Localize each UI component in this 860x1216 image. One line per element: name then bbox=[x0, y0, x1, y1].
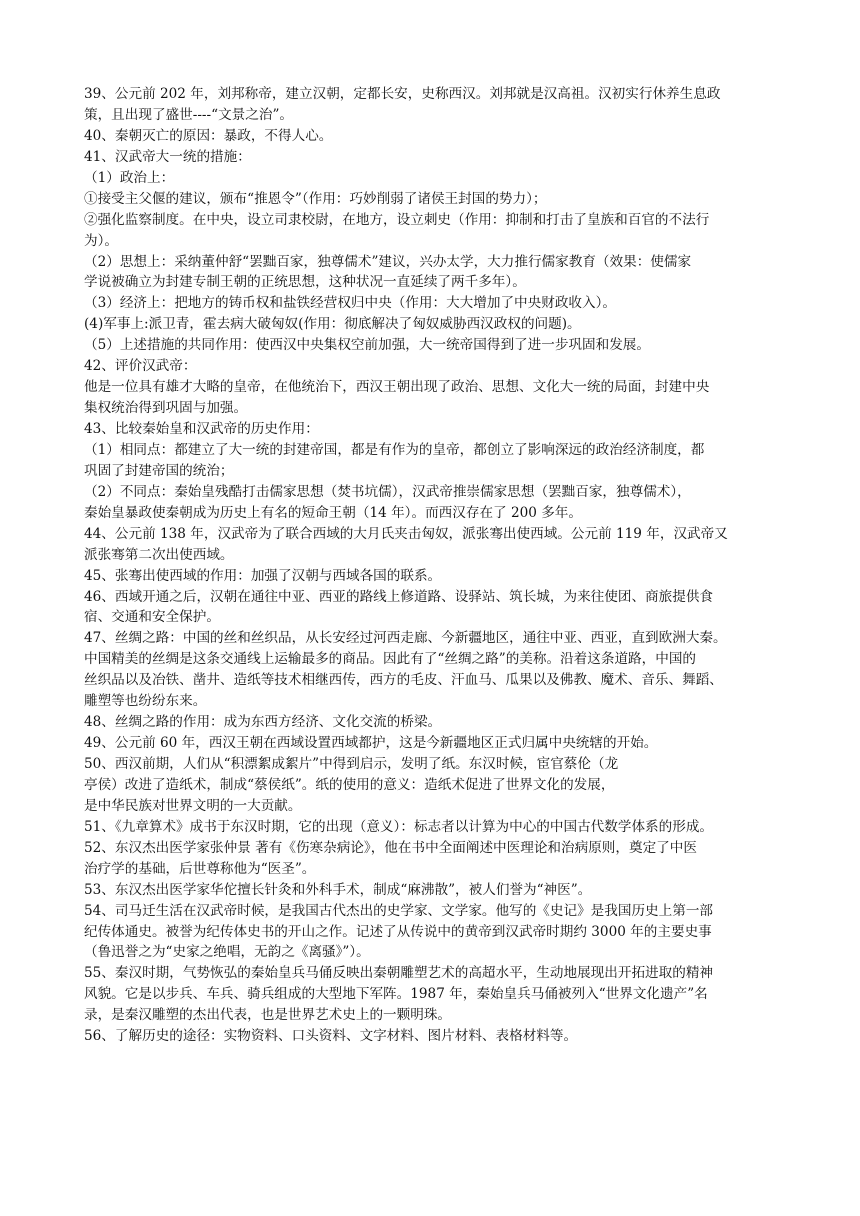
text-line: 48、丝绸之路的作用：成为东西方经济、文化交流的桥梁。 bbox=[84, 714, 442, 731]
text-line: 治疗学的基础，后世尊称他为“医圣”。 bbox=[84, 860, 316, 877]
text-line: 中国精美的丝绸是这条交通线上运输最多的商品。因此有了“丝绸之路”的美称。沿着这条道路，中国的 bbox=[84, 651, 697, 668]
text-line: （2）思想上：采纳董仲舒“罢黜百家，独尊儒术”建议，兴办太学，大力推行儒家教育（效果：使儒家 bbox=[84, 253, 692, 270]
text-line: 53、东汉杰出医学家华佗擅长针灸和外科手术，制成“麻沸散”，被人们誉为“神医”。 bbox=[84, 881, 592, 898]
text-line: 策，且出现了盛世----“文景之治”。 bbox=[84, 106, 293, 123]
text-line: ②强化监察制度。在中央，设立司隶校尉，在地方，设立刺史（作用：抑制和打击了皇族和百官的不法行 bbox=[84, 211, 710, 228]
text-line: 56、了解历史的途径：实物资料、口头资料、文字材料、图片材料、表格材料等。 bbox=[84, 1028, 578, 1045]
text-line: 44、公元前 138 年，汉武帝为了联合西域的大月氏夹击匈奴，派张骞出使西域。公元前 119 年，汉武帝又 bbox=[84, 525, 728, 542]
text-line: （3）经济上：把地方的铸币权和盐铁经营权归中央（作用：大大增加了中央财政收入）。 bbox=[84, 295, 617, 312]
text-line: 风貌。它是以步兵、车兵、骑兵组成的大型地下军阵。1987 年，秦始皇兵马俑被列入“世界文化遗产”名 bbox=[84, 986, 708, 1003]
text-line: （鲁迅誉之为“史家之绝唱，无韵之《离骚》”）。 bbox=[84, 944, 370, 961]
text-line: 51、《九章算术》成书于东汉时期，它的出现（意义）：标志者以计算为中心的中国古代数学体系的形成。 bbox=[84, 818, 714, 835]
document-body bbox=[84, 84, 814, 1047]
text-line: 50、西汉前期，人们从“积漂絮成絮片”中得到启示，发明了纸。东汉时候，宦官蔡伦（龙 bbox=[84, 756, 619, 772]
text-line: ①接受主父偃的建议，颁布“推恩令”（作用：巧妙削弱了诸侯王封国的势力）； bbox=[84, 190, 547, 207]
text-line: （1）相同点：都建立了大一统的封建帝国，都是有作为的皇帝，都创立了影响深远的政治经济制度，都 bbox=[84, 441, 705, 458]
text-line: 秦始皇暴政使秦朝成为历史上有名的短命王朝（14 年）。而西汉存在了 200 多年。 bbox=[84, 504, 582, 521]
text-line: 54、司马迁生活在汉武帝时候，是我国古代杰出的史学家、文学家。他写的《史记》是我国历史上第一部 bbox=[84, 902, 714, 919]
text-line: （2）不同点：秦始皇残酷打击儒家思想（焚书坑儒），汉武帝推崇儒家思想（罢黜百家，独尊儒术）， bbox=[84, 483, 691, 500]
text-line: 52、东汉杰出医学家张仲景 著有《伤寒杂病论》，他在书中全面阐述中医理论和治病原则，奠定了中医 bbox=[84, 839, 697, 856]
text-line: 宿、交通和安全保护。 bbox=[84, 609, 220, 626]
text-line: 是中华民族对世界文明的一大贡献。 bbox=[84, 797, 302, 814]
text-line: 为）。 bbox=[84, 232, 118, 249]
text-line: (4)军事上:派卫青，霍去病大破匈奴(作用：彻底解决了匈奴威胁西汉政权的问题)。 bbox=[84, 316, 581, 333]
text-line: 41、汉武帝大一统的措施： bbox=[84, 148, 251, 165]
text-line: 46、西域开通之后，汉朝在通往中亚、西亚的路线上修道路、设驿站、筑长城，为来往使团、商旅提供食 bbox=[84, 588, 714, 605]
text-line: 学说被确立为封建专制王朝的正统思想，这种状况一直延续了两千多年）。 bbox=[84, 274, 526, 291]
text-line: 丝织品以及冶铁、凿井、造纸等技术相继西传，西方的毛皮、汗血马、瓜果以及佛教、魔术、音乐、舞蹈、 bbox=[84, 672, 723, 689]
text-line: 亭侯）改进了造纸术，制成“蔡侯纸”。纸的使用的意义：造纸术促进了世界文化的发展， bbox=[84, 776, 615, 793]
text-line: 录，是秦汉雕塑的杰出代表，也是世界艺术史上的一颗明珠。 bbox=[84, 1007, 452, 1024]
text-line: 49、公元前 60 年，西汉王朝在西域设置西域都护，这是今新疆地区正式归属中央统辖的开始。 bbox=[84, 735, 658, 752]
text-line: 巩固了封建帝国的统治； bbox=[84, 462, 234, 479]
text-line: 45、张骞出使西域的作用：加强了汉朝与西域各国的联系。 bbox=[84, 567, 442, 584]
text-line: 43、比较秦始皇和汉武帝的历史作用： bbox=[84, 421, 319, 437]
text-line: 40、秦朝灭亡的原因：暴政，不得人心。 bbox=[84, 127, 333, 144]
text-line: 42、评价汉武帝： bbox=[84, 358, 197, 375]
text-line: 集权统治得到巩固与加强。 bbox=[84, 400, 248, 417]
text-line: （5）上述措施的共同作用：使西汉中央集权空前加强，大一统帝国得到了进一步巩固和发展。 bbox=[84, 337, 650, 354]
text-line: 他是一位具有雄才大略的皇帝，在他统治下，西汉王朝出现了政治、思想、文化大一统的局面，封建中央 bbox=[84, 379, 710, 396]
text-line: （1）政治上： bbox=[84, 169, 175, 186]
text-line: 55、秦汉时期，气势恢弘的秦始皇兵马俑反映出秦朝雕塑艺术的高超水平，生动地展现出开拓进取的精神 bbox=[84, 965, 714, 982]
text-line: 47、丝绸之路：中国的丝和丝织品，从长安经过河西走廊、今新疆地区，通往中亚、西亚，直到欧洲大秦。 bbox=[84, 630, 727, 647]
text-line: 纪传体通史。被誉为纪传体史书的开山之作。记述了从传说中的黄帝到汉武帝时期约 3000 年的主要史事 bbox=[84, 923, 712, 940]
text-line: 39、公元前 202 年，刘邦称帝，建立汉朝，定都长安，史称西汉。刘邦就是汉高祖。汉初实行休养生息政 bbox=[84, 86, 721, 102]
text-line: 派张骞第二次出使西域。 bbox=[84, 546, 234, 563]
text-line: 雕塑等也纷纷东来。 bbox=[84, 693, 207, 710]
